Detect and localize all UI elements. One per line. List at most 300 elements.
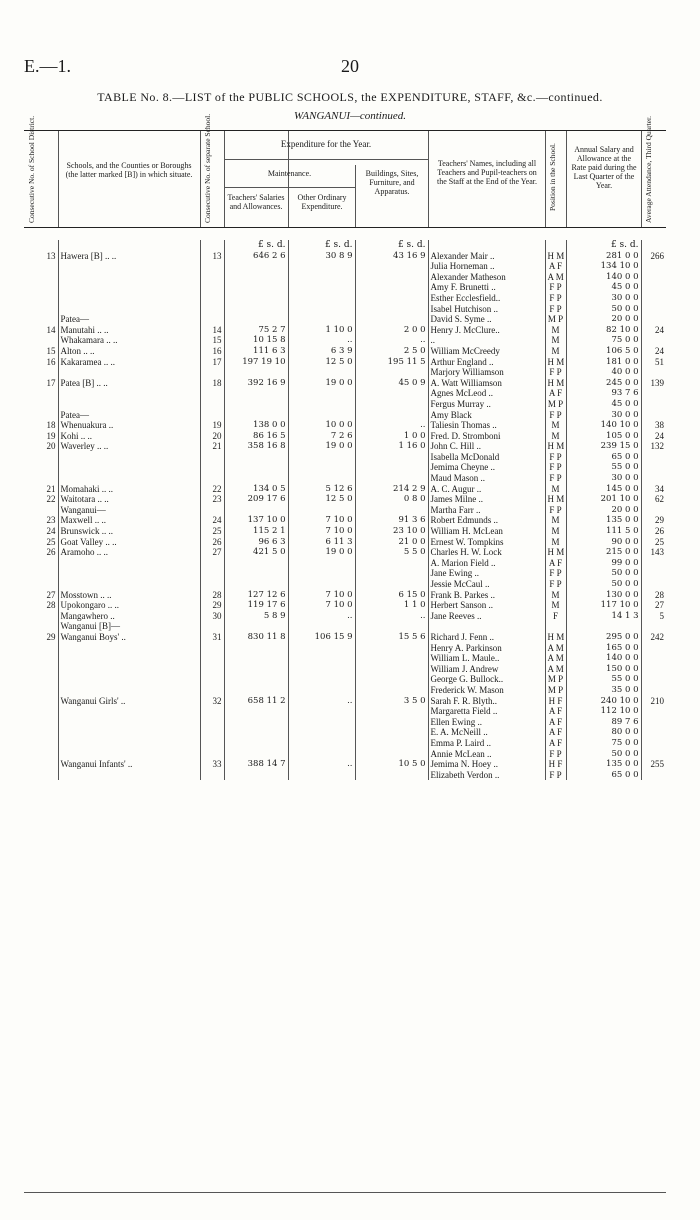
annual-salary-cell: 99 0 0 (566, 558, 641, 569)
attendance-cell (641, 473, 666, 484)
buildings-cell (355, 388, 428, 399)
teacher-name-cell: Richard J. Fenn .. (428, 632, 545, 643)
school-no-cell (200, 579, 224, 590)
district-no-cell: 15 (46, 345, 56, 356)
teacher-name-cell: Alexander Matheson (428, 272, 545, 283)
other-expenditure-cell (288, 282, 355, 293)
annual-salary-cell: 201 10 0 (566, 494, 641, 505)
buildings-cell (355, 293, 428, 304)
table-row (24, 568, 666, 579)
salaries-cell: 134 0 5 (224, 484, 288, 495)
school-no-cell: 27 (200, 547, 224, 558)
position-cell: M (545, 484, 566, 495)
annual-salary-cell: 150 0 0 (566, 664, 641, 675)
other-expenditure-cell (288, 452, 355, 463)
table-row (24, 282, 666, 293)
table-row (24, 558, 666, 569)
school-no-cell: 20 (200, 431, 224, 442)
table-row (24, 431, 666, 442)
position-cell: F P (545, 749, 566, 760)
school-name-cell: Kakaramea .. .. (58, 357, 200, 368)
district-no-cell (24, 335, 58, 346)
annual-salary-cell: 14 1 3 (566, 611, 641, 622)
position-cell: H M (545, 357, 566, 368)
salaries-cell (224, 674, 288, 685)
other-expenditure-cell: 7 10 0 (288, 600, 355, 611)
school-name-cell (58, 749, 200, 760)
school-name-cell (58, 770, 200, 781)
district-no-cell (24, 452, 58, 463)
school-no-cell: 28 (200, 590, 224, 601)
annual-salary-cell: 106 5 0 (566, 346, 641, 357)
district-no-cell (24, 272, 58, 283)
salaries-cell (224, 410, 288, 421)
annual-salary-cell: 140 0 0 (566, 272, 641, 283)
other-expenditure-cell (288, 558, 355, 569)
table-row (24, 717, 666, 728)
school-name-cell (58, 568, 200, 579)
school-no-cell (200, 282, 224, 293)
salaries-cell: 358 16 8 (224, 441, 288, 452)
attendance-cell (641, 335, 666, 346)
teacher-name-cell: William McCreedy (428, 346, 545, 357)
table-row (24, 611, 666, 622)
school-no-cell (200, 261, 224, 272)
other-units: £ s. d. (288, 240, 355, 251)
other-expenditure-cell: 19 0 0 (288, 547, 355, 558)
other-expenditure-cell (288, 388, 355, 399)
table-row (24, 547, 666, 558)
buildings-cell: 0 8 0 (355, 494, 428, 505)
page-header (24, 56, 676, 78)
district-no-cell (24, 770, 58, 781)
school-name-cell: Momahaki .. .. (58, 484, 200, 495)
school-name-cell (58, 293, 200, 304)
school-no-cell (200, 505, 224, 516)
position-cell: A M (545, 272, 566, 283)
table-row (24, 367, 666, 378)
position-cell: M (545, 590, 566, 601)
position-cell: H M (545, 494, 566, 505)
school-no-cell (200, 558, 224, 569)
other-expenditure-cell: .. (288, 335, 355, 346)
teacher-name-cell: John C. Hill .. (428, 441, 545, 452)
salaries-cell: 96 6 3 (224, 537, 288, 548)
school-no-cell (200, 674, 224, 685)
other-expenditure-cell: 19 0 0 (288, 378, 355, 389)
other-expenditure-cell (288, 685, 355, 696)
school-name-cell: Patea [B] .. .. (58, 378, 200, 389)
school-name-cell (58, 664, 200, 675)
buildings-cell: 21 0 0 (355, 537, 428, 548)
position-cell: M (545, 600, 566, 611)
annual-salary-cell: 35 0 0 (566, 685, 641, 696)
annual-salary-cell: 281 0 0 (566, 251, 641, 262)
annual-salary-cell: 65 0 0 (566, 770, 641, 781)
school-no-cell: 23 (200, 494, 224, 505)
table-row (24, 632, 666, 643)
salaries-cell (224, 738, 288, 749)
buildings-cell (355, 399, 428, 410)
district-no-cell (24, 314, 58, 325)
district-no-cell: 29 (46, 631, 56, 642)
attendance-cell: 24 (641, 431, 666, 442)
school-name-cell (58, 558, 200, 569)
attendance-cell: 38 (641, 420, 666, 431)
salaries-cell (224, 367, 288, 378)
table-title: TABLE No. 8.—LIST of the PUBLIC SCHOOLS, the EXPENDITURE, STAFF, &c.—continued. (97, 90, 603, 104)
header-salaries: Teachers' Salaries and Allowances. (227, 193, 285, 211)
district-no-cell: 16 (46, 356, 56, 367)
attendance-cell (641, 685, 666, 696)
attendance-cell (641, 579, 666, 590)
teacher-name-cell (428, 621, 545, 632)
teacher-name-cell: Maud Mason .. (428, 473, 545, 484)
school-no-cell (200, 304, 224, 315)
teacher-name-cell: Jemima Cheyne .. (428, 462, 545, 473)
attendance-cell (641, 568, 666, 579)
salaries-cell: 10 15 8 (224, 335, 288, 346)
buildings-cell (355, 685, 428, 696)
school-no-cell: 21 (200, 441, 224, 452)
district-no-cell (24, 653, 58, 664)
table-row (24, 770, 666, 781)
salaries-cell: 658 11 2 (224, 696, 288, 707)
attendance-cell: 242 (641, 632, 666, 643)
buildings-cell (355, 473, 428, 484)
school-name-cell: Hawera [B] .. .. (58, 251, 200, 262)
district-no-cell: 24 (46, 526, 56, 537)
school-no-cell: 30 (200, 611, 224, 622)
district-no-cell: 28 (46, 600, 56, 611)
school-name-cell (58, 685, 200, 696)
district-no-cell (24, 738, 58, 749)
header-annual-salary: Annual Salary and Allowance at the Rate paid during the Last Quarter of the Year. (571, 145, 637, 190)
school-no-cell (200, 367, 224, 378)
other-expenditure-cell (288, 293, 355, 304)
position-cell: H M (545, 441, 566, 452)
other-expenditure-cell: 30 8 9 (288, 251, 355, 262)
buildings-cell (355, 462, 428, 473)
position-cell: A F (545, 727, 566, 738)
annual-salary-cell (566, 621, 641, 632)
district-no-cell: 22 (46, 494, 56, 505)
annual-salary-cell: 90 0 0 (566, 537, 641, 548)
school-no-cell (200, 770, 224, 781)
teacher-name-cell: Amy Black (428, 410, 545, 421)
position-cell: F P (545, 473, 566, 484)
annual-salary-cell: 239 15 0 (566, 441, 641, 452)
buildings-cell (355, 505, 428, 516)
school-name-cell: Wanganui Boys' .. (58, 632, 200, 643)
other-expenditure-cell (288, 621, 355, 632)
teacher-name-cell: Jemima N. Hoey .. (428, 759, 545, 770)
teacher-name-cell: Frank B. Parkes .. (428, 590, 545, 601)
teacher-name-cell: Fred. D. Stromboni (428, 431, 545, 442)
district-no-cell (24, 611, 58, 622)
teacher-name-cell: Emma P. Laird .. (428, 738, 545, 749)
attendance-cell (641, 770, 666, 781)
attendance-cell (641, 410, 666, 421)
salaries-cell: 421 5 0 (224, 547, 288, 558)
salaries-cell (224, 282, 288, 293)
annual-salary-cell: 135 0 0 (566, 759, 641, 770)
salaries-cell: 111 6 3 (224, 346, 288, 357)
school-name-cell: Waitotara .. .. (58, 494, 200, 505)
school-name-cell: Kohi .. .. (58, 431, 200, 442)
buildings-cell: 5 5 0 (355, 547, 428, 558)
page-number: 20 (341, 56, 359, 76)
position-cell: M P (545, 674, 566, 685)
other-expenditure-cell: .. (288, 611, 355, 622)
position-cell: A F (545, 706, 566, 717)
buildings-cell (355, 272, 428, 283)
district-no-cell (24, 388, 58, 399)
annual-units: £ s. d. (566, 240, 641, 251)
district-no-cell (24, 643, 58, 654)
teacher-name-cell: Taliesin Thomas .. (428, 420, 545, 431)
school-name-cell: Wanganui Infants' .. (58, 759, 200, 770)
other-expenditure-cell: 106 15 9 (288, 632, 355, 643)
buildings-cell (355, 664, 428, 675)
school-name-cell (58, 367, 200, 378)
buildings-cell: 6 15 0 (355, 590, 428, 601)
position-cell: F P (545, 452, 566, 463)
buildings-cell: 1 16 0 (355, 441, 428, 452)
school-no-cell (200, 749, 224, 760)
attendance-cell: 26 (641, 526, 666, 537)
position-cell: F P (545, 462, 566, 473)
other-expenditure-cell: 1 10 0 (288, 325, 355, 336)
table-row (24, 473, 666, 484)
position-cell: F P (545, 304, 566, 315)
attendance-cell (641, 653, 666, 664)
table-row (24, 346, 666, 357)
attendance-cell (641, 727, 666, 738)
teacher-name-cell: Elizabeth Verdon .. (428, 770, 545, 781)
teacher-name-cell: Charles H. W. Lock (428, 547, 545, 558)
other-expenditure-cell (288, 367, 355, 378)
other-expenditure-cell (288, 272, 355, 283)
annual-salary-cell: 111 5 0 (566, 526, 641, 537)
position-cell: H M (545, 378, 566, 389)
attendance-cell: 34 (641, 484, 666, 495)
buildings-cell: 214 2 9 (355, 484, 428, 495)
position-cell: H F (545, 759, 566, 770)
annual-salary-cell: 295 0 0 (566, 632, 641, 643)
annual-salary-cell: 140 0 0 (566, 653, 641, 664)
district-no-cell (24, 261, 58, 272)
district-no-cell: 23 (46, 515, 56, 526)
attendance-cell: 51 (641, 357, 666, 368)
position-cell: A F (545, 261, 566, 272)
district-no-cell (24, 579, 58, 590)
school-no-cell (200, 717, 224, 728)
attendance-cell (641, 706, 666, 717)
school-name-cell: Whenuakura .. (58, 420, 200, 431)
annual-salary-cell: 55 0 0 (566, 674, 641, 685)
table-row (24, 452, 666, 463)
buildings-cell: 2 0 0 (355, 325, 428, 336)
other-expenditure-cell (288, 505, 355, 516)
district-no-cell (24, 727, 58, 738)
buildings-cell (355, 727, 428, 738)
salaries-cell (224, 452, 288, 463)
other-expenditure-cell (288, 410, 355, 421)
other-expenditure-cell (288, 653, 355, 664)
table-row (24, 590, 666, 601)
buildings-cell (355, 282, 428, 293)
table-row (24, 484, 666, 495)
school-no-cell: 31 (200, 632, 224, 643)
other-expenditure-cell (288, 770, 355, 781)
teacher-name-cell: Frederick W. Mason (428, 685, 545, 696)
district-no-cell: 13 (46, 250, 56, 261)
salaries-cell: 119 17 6 (224, 600, 288, 611)
school-name-cell (58, 304, 200, 315)
district-no-cell: 27 (46, 589, 56, 600)
district-no-cell: 19 (46, 430, 56, 441)
annual-salary-cell: 45 0 0 (566, 399, 641, 410)
school-name-cell: Mosstown .. .. (58, 590, 200, 601)
units-row (24, 240, 666, 251)
salaries-cell (224, 664, 288, 675)
other-expenditure-cell: 7 10 0 (288, 515, 355, 526)
buildings-cell: 195 11 5 (355, 357, 428, 368)
buildings-cell (355, 367, 428, 378)
header-expenditure: Expenditure for the Year. (280, 139, 372, 149)
annual-salary-cell: 134 10 0 (566, 261, 641, 272)
school-name-cell (58, 462, 200, 473)
attendance-cell: 25 (641, 537, 666, 548)
buildings-cell (355, 314, 428, 325)
table-row (24, 696, 666, 707)
district-no-cell (24, 685, 58, 696)
salaries-cell (224, 505, 288, 516)
table-row (24, 251, 666, 262)
other-expenditure-cell (288, 674, 355, 685)
teacher-name-cell: Esther Ecclesfield.. (428, 293, 545, 304)
annual-salary-cell: 75 0 0 (566, 335, 641, 346)
position-cell: M (545, 420, 566, 431)
attendance-cell: 27 (641, 600, 666, 611)
buildings-cell (355, 579, 428, 590)
salaries-cell (224, 272, 288, 283)
school-name-cell: Goat Valley .. .. (58, 537, 200, 548)
teacher-name-cell: Ellen Ewing .. (428, 717, 545, 728)
position-cell: A M (545, 653, 566, 664)
school-name-cell (58, 272, 200, 283)
school-no-cell: 15 (200, 335, 224, 346)
district-no-cell (24, 674, 58, 685)
school-no-cell (200, 293, 224, 304)
annual-salary-cell: 50 0 0 (566, 579, 641, 590)
teacher-name-cell: A. Marion Field .. (428, 558, 545, 569)
position-cell: M (545, 335, 566, 346)
table-row (24, 272, 666, 283)
table-row (24, 515, 666, 526)
position-cell: A F (545, 558, 566, 569)
table-row (24, 727, 666, 738)
attendance-cell (641, 293, 666, 304)
district-no-cell (24, 706, 58, 717)
table-row (24, 314, 666, 325)
school-no-cell (200, 314, 224, 325)
buildings-cell (355, 568, 428, 579)
other-expenditure-cell (288, 261, 355, 272)
position-cell: F (545, 611, 566, 622)
district-no-cell: 14 (46, 324, 56, 335)
header-position: Position in the School. (548, 143, 557, 211)
district-no-cell (24, 293, 58, 304)
position-cell: A M (545, 643, 566, 654)
school-no-cell: 14 (200, 325, 224, 336)
position-cell: M (545, 346, 566, 357)
header-other-expenditure: Other Ordinary Expenditure. (297, 193, 347, 211)
table-row (24, 759, 666, 770)
district-no-cell (24, 505, 58, 516)
position-cell: H F (545, 696, 566, 707)
school-no-cell (200, 643, 224, 654)
annual-salary-cell: 30 0 0 (566, 473, 641, 484)
teacher-name-cell: Ernest W. Tompkins (428, 537, 545, 548)
district-no-cell: 17 (46, 377, 56, 388)
salaries-cell (224, 706, 288, 717)
salaries-cell (224, 770, 288, 781)
district-no-cell: 26 (46, 547, 56, 558)
other-expenditure-cell (288, 304, 355, 315)
salaries-cell (224, 473, 288, 484)
attendance-cell (641, 314, 666, 325)
position-cell: M (545, 515, 566, 526)
school-no-cell (200, 452, 224, 463)
attendance-cell (641, 261, 666, 272)
school-name-cell (58, 643, 200, 654)
school-name-cell: Brunswick .. .. (58, 526, 200, 537)
school-name-cell (58, 579, 200, 590)
attendance-cell (641, 399, 666, 410)
school-no-cell: 13 (200, 251, 224, 262)
teacher-name-cell: Alexander Mair .. (428, 251, 545, 262)
teacher-name-cell: William L. Maule.. (428, 653, 545, 664)
table-row (24, 653, 666, 664)
position-cell: F P (545, 410, 566, 421)
other-expenditure-cell: 6 11 3 (288, 537, 355, 548)
other-expenditure-cell (288, 462, 355, 473)
other-expenditure-cell: 12 5 0 (288, 494, 355, 505)
salaries-cell (224, 643, 288, 654)
district-no-cell: 21 (46, 483, 56, 494)
teacher-name-cell: Fergus Murray .. (428, 399, 545, 410)
table-row (24, 378, 666, 389)
buildings-cell (355, 717, 428, 728)
salaries-cell (224, 653, 288, 664)
teacher-name-cell: A. Watt Williamson (428, 378, 545, 389)
teacher-name-cell: Jane Ewing .. (428, 568, 545, 579)
annual-salary-cell: 20 0 0 (566, 314, 641, 325)
position-cell: H M (545, 547, 566, 558)
school-name-cell (58, 706, 200, 717)
other-expenditure-cell: 5 12 6 (288, 484, 355, 495)
school-name-cell (58, 399, 200, 410)
table-row (24, 621, 666, 632)
school-name-cell: Maxwell .. .. (58, 515, 200, 526)
salaries-cell: 115 2 1 (224, 526, 288, 537)
buildings-cell (355, 304, 428, 315)
position-cell (545, 621, 566, 632)
attendance-cell (641, 367, 666, 378)
salaries-units: £ s. d. (224, 240, 288, 251)
